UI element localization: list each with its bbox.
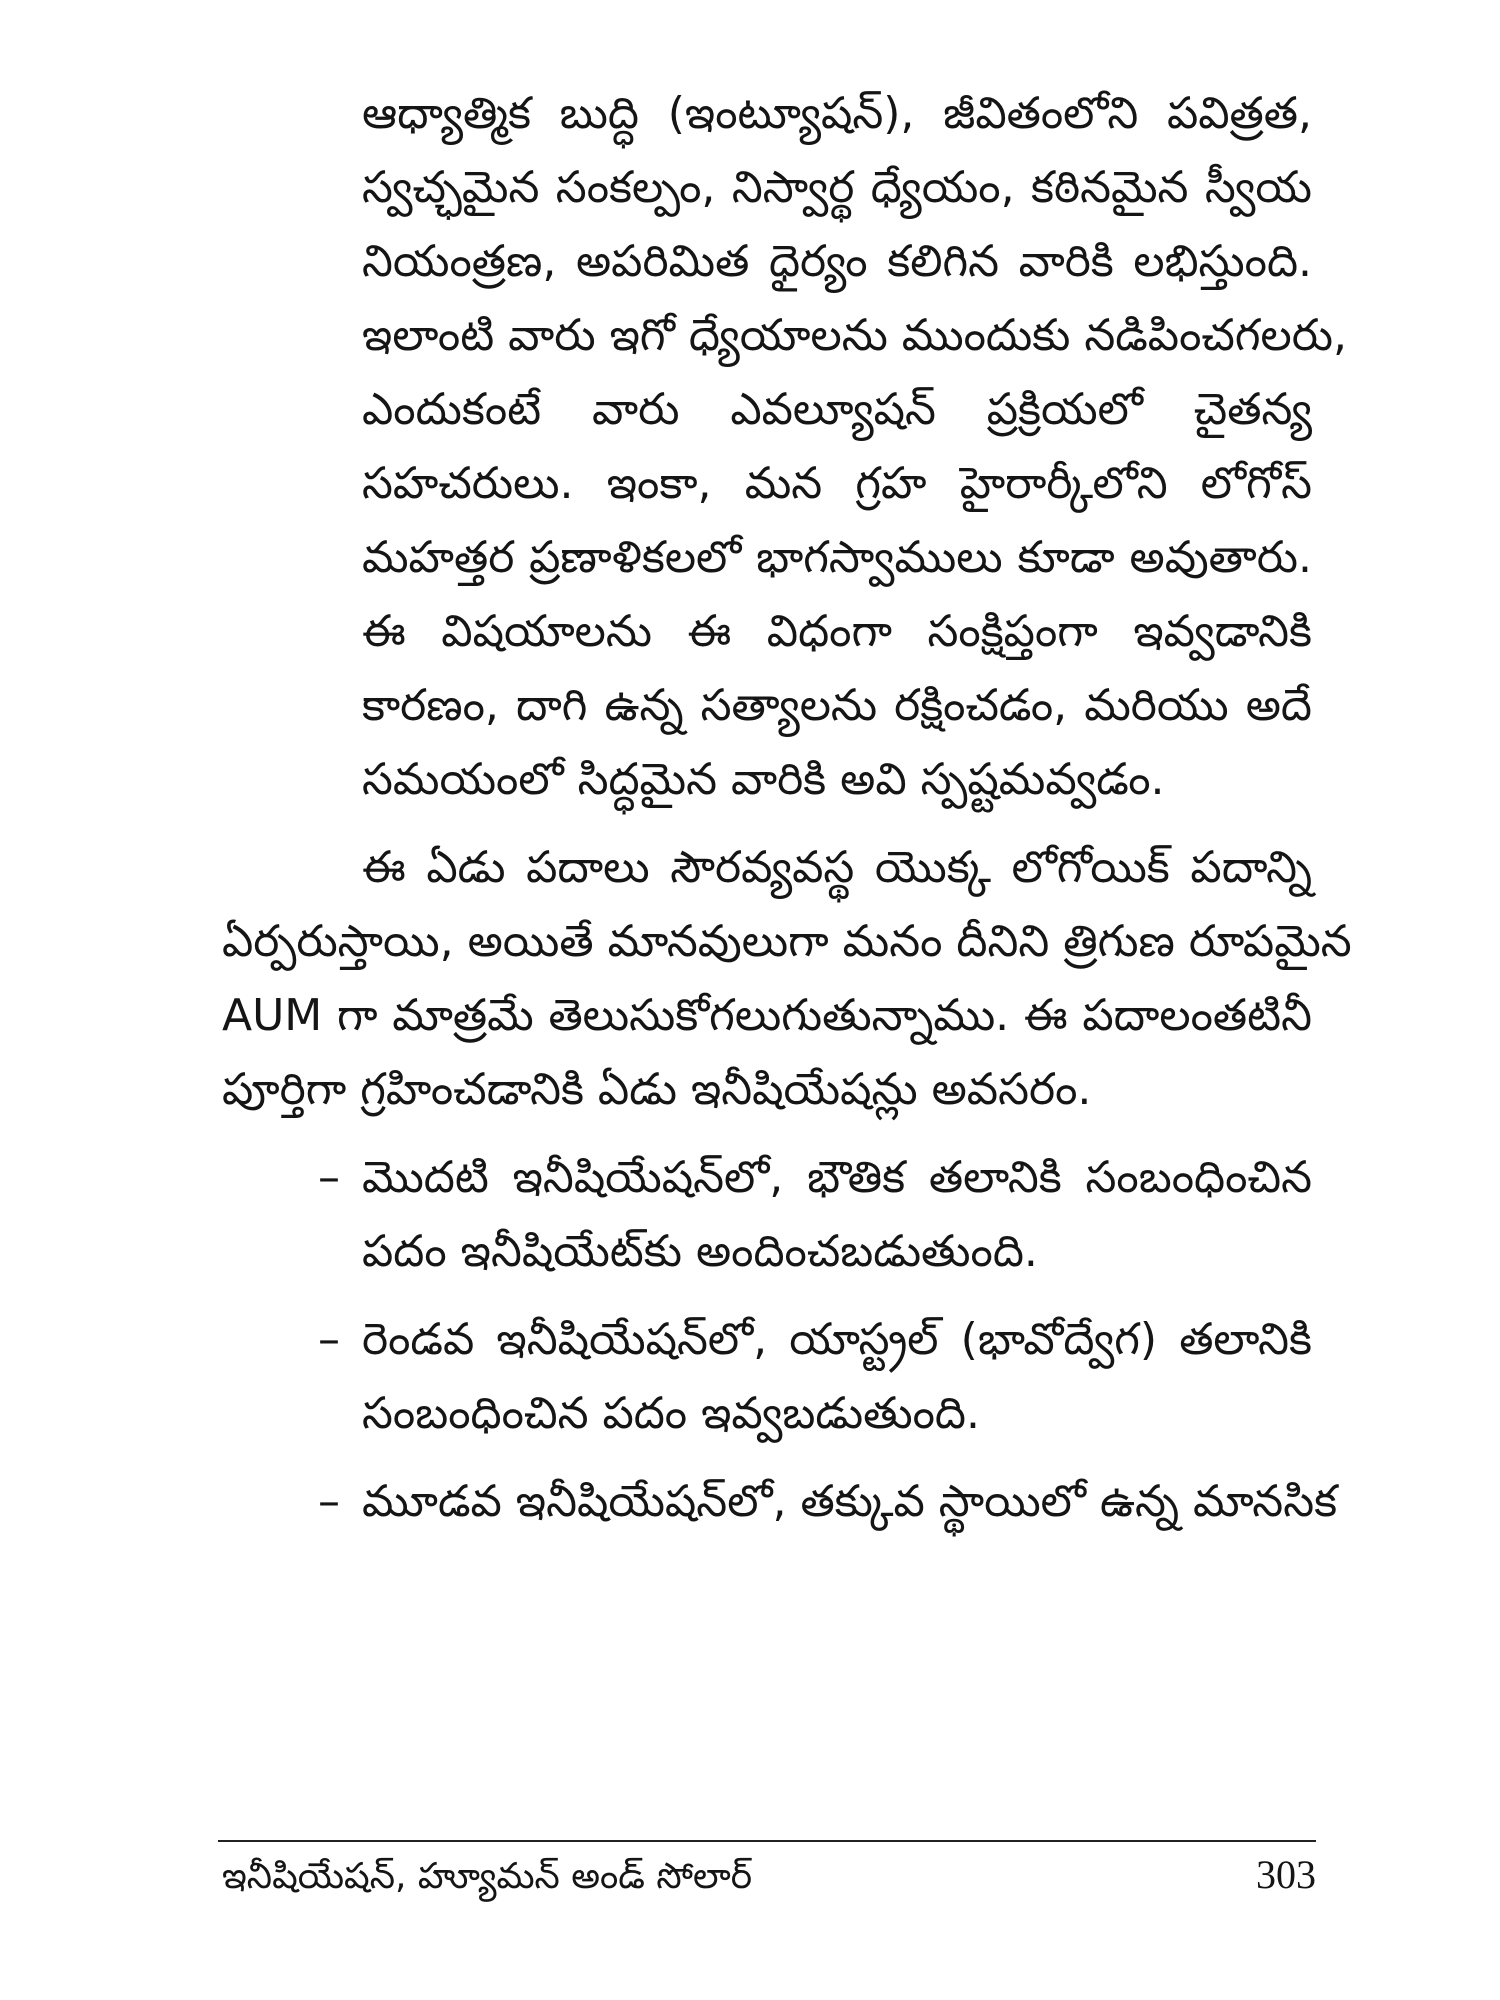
page-number: 303 [1256,1852,1316,1897]
quote-line: కారణం, దాగి ఉన్న సత్యాలను రక్షించడం, మరియు అదే [362,680,1312,731]
quote-line: ఈ విషయాలను ఈ విధంగా సంక్షిప్తంగా ఇవ్వడానికి [362,606,1312,657]
paragraph-line: ఏర్పరుస్తాయి, అయితే మానవులుగా మనం దీనిని త్రిగుణ రూపమైన [222,916,1352,967]
paragraph-line: ఈ ఏడు పదాలు సౌరవ్యవస్థ యొక్క లోగోయిక్ పదాన్ని [362,842,1312,893]
bullet-item [318,1148,1312,1208]
quote-line: సహచరులు. ఇంకా, మన గ్రహ హైరార్కీలోని లోగోస్ [362,458,1312,509]
quote-line: నియంత్రణ, అపరిమిత ధైర్యం కలిగిన వారికి లభిస్తుంది. [362,236,1312,287]
bullet-line: పదం ఇనీషియేట్‌కు అందించబడుతుంది. [362,1226,1038,1277]
bullet-item [318,1472,1338,1532]
paragraph-line: AUM గా మాత్రమే తెలుసుకోగలుగుతున్నాము. ఈ పదాలంతటినీ [222,990,1312,1041]
bullet-line: మూడవ ఇనీషియేషన్‌లో, తక్కువ స్థాయిలో ఉన్న మానసిక [362,1476,1338,1527]
quote-line: స్వచ్ఛమైన సంకల్పం, నిస్వార్థ ధ్యేయం, కఠినమైన స్వీయ [362,162,1312,213]
bullet-line: మొదటి ఇనీషియేషన్‌లో, భౌతిక తలానికి సంబంధించిన [362,1152,1312,1203]
bullet-line: సంబంధించిన పదం ఇవ్వబడుతుంది. [362,1388,980,1439]
quote-line: సమయంలో సిద్ధమైన వారికి అవి స్పష్టమవ్వడం. [362,754,1165,805]
running-footer-title: ఇనీషియేషన్, హ్యూమన్ అండ్ సోలార్ [222,1856,753,1897]
bullet-item [318,1310,1312,1370]
paragraph-line: పూర్తిగా గ్రహించడానికి ఏడు ఇనీషియేషన్లు అవసరం. [222,1064,1092,1115]
footer-divider [218,1840,1316,1842]
quote-line: ఇలాంటి వారు ఇగో ధ్యేయాలను ముందుకు నడిపించగలరు, [362,310,1347,361]
bullet-dash: – [318,1476,340,1527]
quote-line: ఎందుకంటే వారు ఎవల్యూషన్ ప్రక్రియలో చైతన్య [362,384,1312,435]
bullet-dash: – [318,1314,340,1365]
quote-line: మహత్తర ప్రణాళికలలో భాగస్వాములు కూడా అవుతారు. [362,532,1312,583]
bullet-dash: – [318,1152,340,1203]
quote-line: ఆధ్యాత్మిక బుద్ధి (ఇంట్యూషన్), జీవితంలోని పవిత్రత, [362,88,1312,139]
bullet-line: రెండవ ఇనీషియేషన్‌లో, యాస్ట్రల్ (భావోద్వేగ) తలానికి [362,1314,1312,1365]
